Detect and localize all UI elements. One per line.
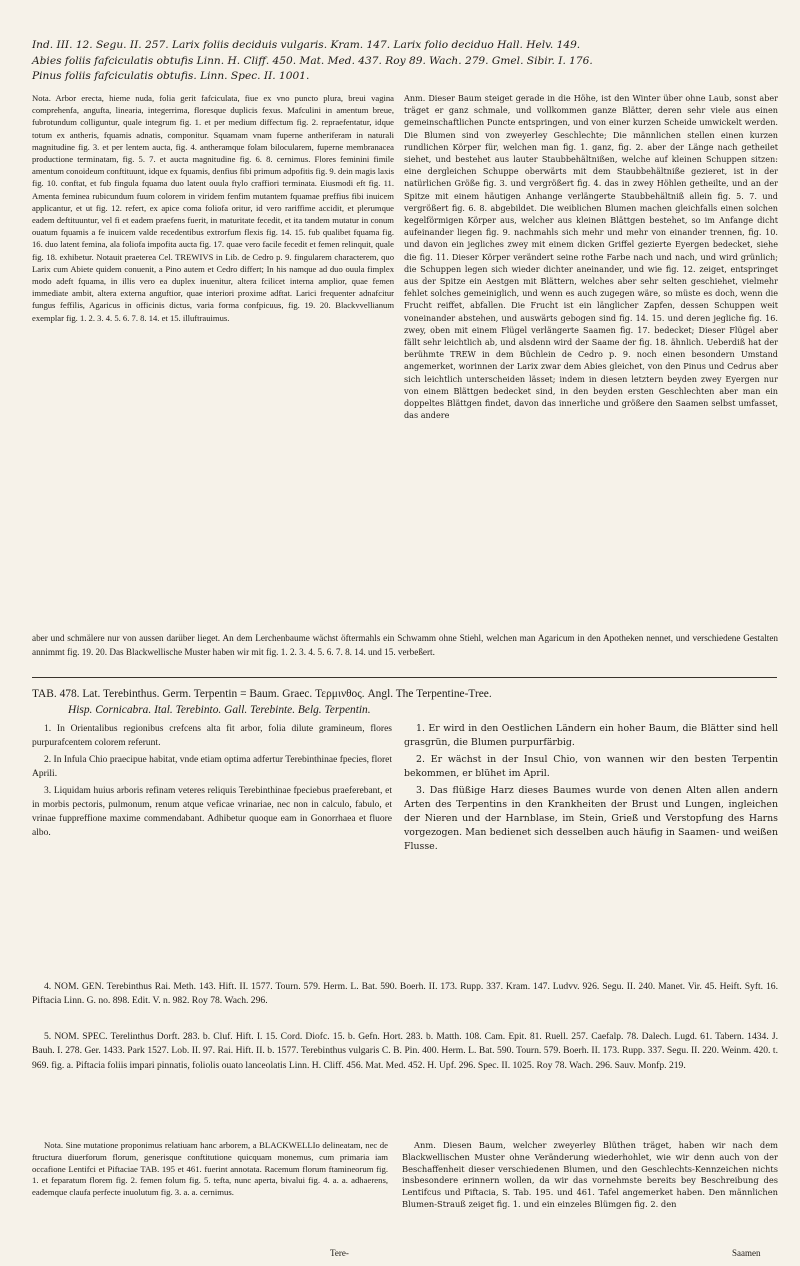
larix-nota-german-end-text: aber und schmälere nur von aussen darüber lieget. An dem Lerchenbaume wächst öftermahls ein Schwamm ohne Stiehl, welchen man Agaricum in den Apotheken nennet, und verschiedene Gestalten annimmt fig. 19. 20. Das Blackwellische Muster haben wir mit fig. 1. 2. 3. 4. 5. 6. 7. 8. 14. und 15. verbeßert.: [32, 633, 778, 657]
tab-478-nom-spec: [32, 1030, 778, 1134]
tab-478-nom-gen: [32, 980, 778, 1026]
tab-478-latin-1: 1. In Orientalibus regionibus crefcens alta fit arbor, folia dilute gramineum, flores purpurafcentem colorem referunt.: [32, 724, 392, 748]
larix-nota-german-text: Anm. Dieser Baum steiget gerade in die Höhe, ist den Winter über ohne Laub, sonst aber träget er ganz schmale, und vollkommen ganze Blätter, deren sehr viele aus einen gemeinschaftlichen Puncte entspringen, und von einer kurzen Scheide umwickelt werden. Die Blumen sind von zweyerley Geschlechte; Die männlichen stellen einen kurzen rundlichen Körper für, welchen man fig. 1. ganz, fig. 2. aber der Länge nach getheilet siehet, und bestehet aus lauter Staubbehältnißen, welche auf kleinen Schuppen sitzen: eine dergleichen Schuppe oberwärts mit dem Staubbehältniße gezieret, ist in der natürlichen Größe fig. 3. und vergrößert fig. 4. das in zwey Höhlen getheilte, und an der Spitze mit einem häutigen Anhange verlängerte Staubbehältniß allein fig. 5. 7. und vergrößert fig. 6. 8. abgebildet. Die weiblichen Blumen machen gleichfalls einen solchen kegelförmigen Körper aus, welcher aus kleinen Blättgen bestehet, so im Anfange dicht aufeinander liegen fig. 9. nachmahls sich mehr und mehr von einander trennen, fig. 10. und davon ein jegliches zwey mit einem dicken Griffel gezierte Eyergen bedecket, siehe die fig. 11. Dieser Körper verändert seine rothe Farbe nach und nach, und wird grünlich; die Schuppen legen sich wieder dichter aneinander, und wie fig. 12. zeiget, entspringet aus der Spitze ein Aestgen mit Blättern, welches aber sehr selten geschiehet, vielmehr fehlet solches gemeiniglich, und wenn es auch zugegen wäre, so müste es doch, wenn die Frucht reiffet, abfallen. Die Frucht ist ein länglicher Zapfen, dessen Schuppen weit voneinander abstehen, und auswärts gebogen sind fig. 14. 15. und deren jegliche fig. 16. zwey, oben mit einem Flügel verlängerte Saamen fig. 17. bedecket; Dieser Flügel aber fällt sehr leichtlich ab, und alsdenn wird der Saame der fig. 18. ähnlich. Ueberdiß hat der berühmte TREW in dem Büchlein de Cedro p. 9. noch einen besondern Umstand angemerket, worinnen der Larix zwar dem Abies gleichet, von den Pinus und Cedrus aber sich leichtlich unterscheiden lässet; indem in diesen letztern beyden zwey Eyergen nur von einem Blättgen bedecket sind, in den beyden ersten Geschlechten aber man ein doppeltes Blättgen findet, davon das innerliche und größere den Saamen selbst umfasset, das andere: [404, 93, 778, 421]
synonym-line-1: Ind. III. 12. Segu. II. 257. Larix foliis deciduis vulgaris. Kram. 147. Larix folio deciduo Hall. Helv. 149.: [32, 39, 581, 51]
tab-478-nota-german: [402, 1140, 778, 1246]
tab-478-latin-2: 2. In Infula Chio praecipue habitat, vnde etiam optima adfertur Terebinthinae fpecies, floret Aprili.: [32, 755, 392, 779]
tab-478-latin-3: 3. Liquidam huius arboris refinam veteres reliquis Terebinthinae fpeciebus praeferebant, et in morbis pectoris, pulmonum, renum atque veficae vrinariae, nec non in calculo, fabulo, et vrinae fuppreffione maxime commendabant. Adhibetur quoque eam in Gonorrhaea et fluore albo.: [32, 786, 392, 838]
larix-nota-german: [404, 92, 778, 620]
tab-478-german-1: 1. Er wird in den Oestlichen Ländern ein hoher Baum, die Blätter sind hell grasgrün, die Blumen purpurfärbig.: [404, 723, 778, 748]
nom-spec-text: 5. NOM. SPEC. Terelinthus Dorft. 283. b. Cluf. Hift. I. 15. Cord. Diofc. 15. b. Gefn. Hort. 283. b. Matth. 108. Cam. Epit. 81. Ruell. 257. Caefalp. 78. Dalech. Lugd. 61. Tabern. 1434. J. Bauh. I. 278. Ger. 1433. Park 1527. Lob. II. 97. Rai. Hift. II. b. 1577. Terebinthus vulgaris C. B. Pin. 400. Herm. L. Bat. 590. Tourn. 579. Boerh. II. 173. Rupp. 337. Segu. II. 220. Weinm. 420. t. 969. fig. a. Piftacia foliis impari pinnatis, foliolis ouato lanceolatis Linn. H. Cliff. 456. Mat. Med. 452. H. Upf. 296. Spec. II. 1025. Roy 78. Wach. 296. Sauv. Monfp. 219.: [32, 1031, 778, 1071]
nom-gen-text: 4. NOM. GEN. Terebinthus Rai. Meth. 143. Hift. II. 1577. Tourn. 579. Herm. L. Bat. 590. Boerh. II. 173. Rupp. 337. Kram. 147. Ludvv. 926. Segu. II. 240. Manet. Vir. 45. Heift. Syft. 16. Piftacia Linn. G. no. 898. Edit. V. n. 982. Roy 78. Wach. 296.: [32, 981, 778, 1007]
tab-478-subtitle: Hisp. Cornicabra. Ital. Terebinto. Gall. Terebinte. Belg. Terpentin.: [68, 704, 371, 716]
tab-478-nota-latin: [32, 1140, 388, 1246]
catchword-left: Tere-: [330, 1248, 349, 1258]
tab-478-nota-german-text: Anm. Diesen Baum, welcher zweyerley Blüthen träget, haben wir nach dem Blackwellischen Muster ohne Veränderung wiederhohlet, wie wir denn auch von der Beschaffenheit dieser verschiedenen Blumen, und den Geschlechts-Kennzeichen nichts insbesondere erinnern wollen, da wir das vornehmste bereits bey Beschreibung des Lentifcus und Piftacia, S. Tab. 195. und 461. Tafel angemerket haben. Den männlichen Blumen-Strauß zeiget fig. 1. und ein einzeles Blümgen fig. 2. den: [402, 1140, 778, 1209]
tab-478-latin: [32, 722, 392, 972]
synonym-line-3: Pinus foliis fafciculatis obtufis. Linn. Spec. II. 1001.: [32, 70, 310, 82]
catchword-right: Saamen: [732, 1248, 761, 1258]
tab-478-heading: [32, 686, 782, 718]
synonym-line-2: Abies foliis fafciculatis obtufis Linn. H. Cliff. 450. Mat. Med. 437. Roy 89. Wach. 279. Gmel. Sibir. I. 176.: [32, 54, 593, 67]
tab-478-title: TAB. 478. Lat. Terebinthus. Germ. Terpentin = Baum. Graec. Τερμινθος. Angl. The Terpentine-Tree.: [32, 688, 492, 700]
larix-nota-latin-text: Nota. Arbor erecta, hieme nuda, folia gerit fafciculata, fiue ex vno puncto plura, breui vagina comprehenfa, angufta, linearia, integerrima, floresque duplicis fexus. Mafculini in amentum breue, fubrotundum colliguntur, quale integrum fig. 1. et per medium diffectum fig. 2. repraefentatur, idque totum ex antheris, fquamis adnatis, componitur. Squamam vnam fuperne antheriferam in naturali magnitudine fig. 3. et per lentem aucta, fig. 4. antheramque folam bilocularem, fuperne membranacea productione terminatam, fig. 5. 7. et aucta magnitudine fig. 6. 8. cernimus. Flores feminini fimile amentum conoideum conftituunt, idque ex fquamis, denfius fibi primum adpofitis fig. 9. dein magis laxis fig. 10. conftat, et fub fingula fquama duo latent ouula ftylo craffiori terminata. Eiusmodi eft fig. 11. Amenta feminea rubicundum fuum colorem in viridem fenfim mutantem fquamae preffius fibi inuicem applicantur, et ut fig. 12. refert, ex apice coma foliofa oritur, id vero rariffime accidit, et plerumque eadem deftituuntur, vel fi et eadem praefens fuerit, in maturitate fecedit, et ita tandem mutatur in conum ouatum fquamis a fe inuicem valde recedentibus extrorfum flexis fig. 14. 15. fub qualibet fquama fig. 16. duo latent femina, ala foliofa impofita aucta fig. 17. quae vero facile fecedit et femen relinquit, quale fig. 18. exhibetur. Notauit praeterea Cel. TREWIVS in Lib. de Cedro p. 9. fingularem characterem, quo Larix cum Abiete quidem conuenit, a Pino autem et Cedro differt; In his namque ad duo ouula fimplex modo adeft fquama, in illis vero ea duplex inuenitur, altera fcilicet interna amplior, quae femen immediate ambit, altera externa anguftior, quae interiori proxime adftat. Larici frequenter adnafcitur fungus feffilis, Agaricus in officinis dictus, varia forma confpicuus, fig. 19. 20. Blackvvellianum exemplar fig. 1. 2. 3. 4. 5. 6. 7. 8. 14. et 15. illuftrauimus.: [32, 93, 394, 323]
tab-478-nota-latin-text: Nota. Sine mutatione proponimus relatiuam hanc arborem, a BLACKWELLIo delineatam, nec de ftructura diuerforum florum, generisque conftitutione quicquam monemus, cum primaria iam occafione Lentifci et Piftaciae TAB. 195 et 461. fuerint annotata. Racemum florum ftamineorum fig. 1. et feparatum florem fig. 2. femen folum fig. 5. tefta, nunc aperta, bivalui fig. 4. a. a. adhaerens, eademque claufa perfecte inuolutum fig. 3. a. a. cernimus.: [32, 1140, 388, 1198]
section-divider: [32, 677, 777, 678]
tab-478-german-2: 2. Er wächst in der Insul Chio, von wannen wir den besten Terpentin bekommen, er blühet im April.: [404, 754, 778, 779]
larix-nota-german-end: [32, 623, 778, 673]
tab-478-german-3: 3. Das flüßige Harz dieses Baumes wurde von denen Alten allen andern Arten des Terpentins in den Krankheiten der Brust und Lungen, ingleichen der Nieren und der Harnblase, im Stein, Grieß und Verstopfung des Harns vorgezogen. Man bedienet sich desselben auch häufig in Saamen- und weißen Flusse.: [404, 785, 778, 852]
larix-nota-latin: [32, 92, 394, 544]
larix-synonyms-header: [32, 38, 777, 85]
tab-478-german: [404, 722, 778, 972]
